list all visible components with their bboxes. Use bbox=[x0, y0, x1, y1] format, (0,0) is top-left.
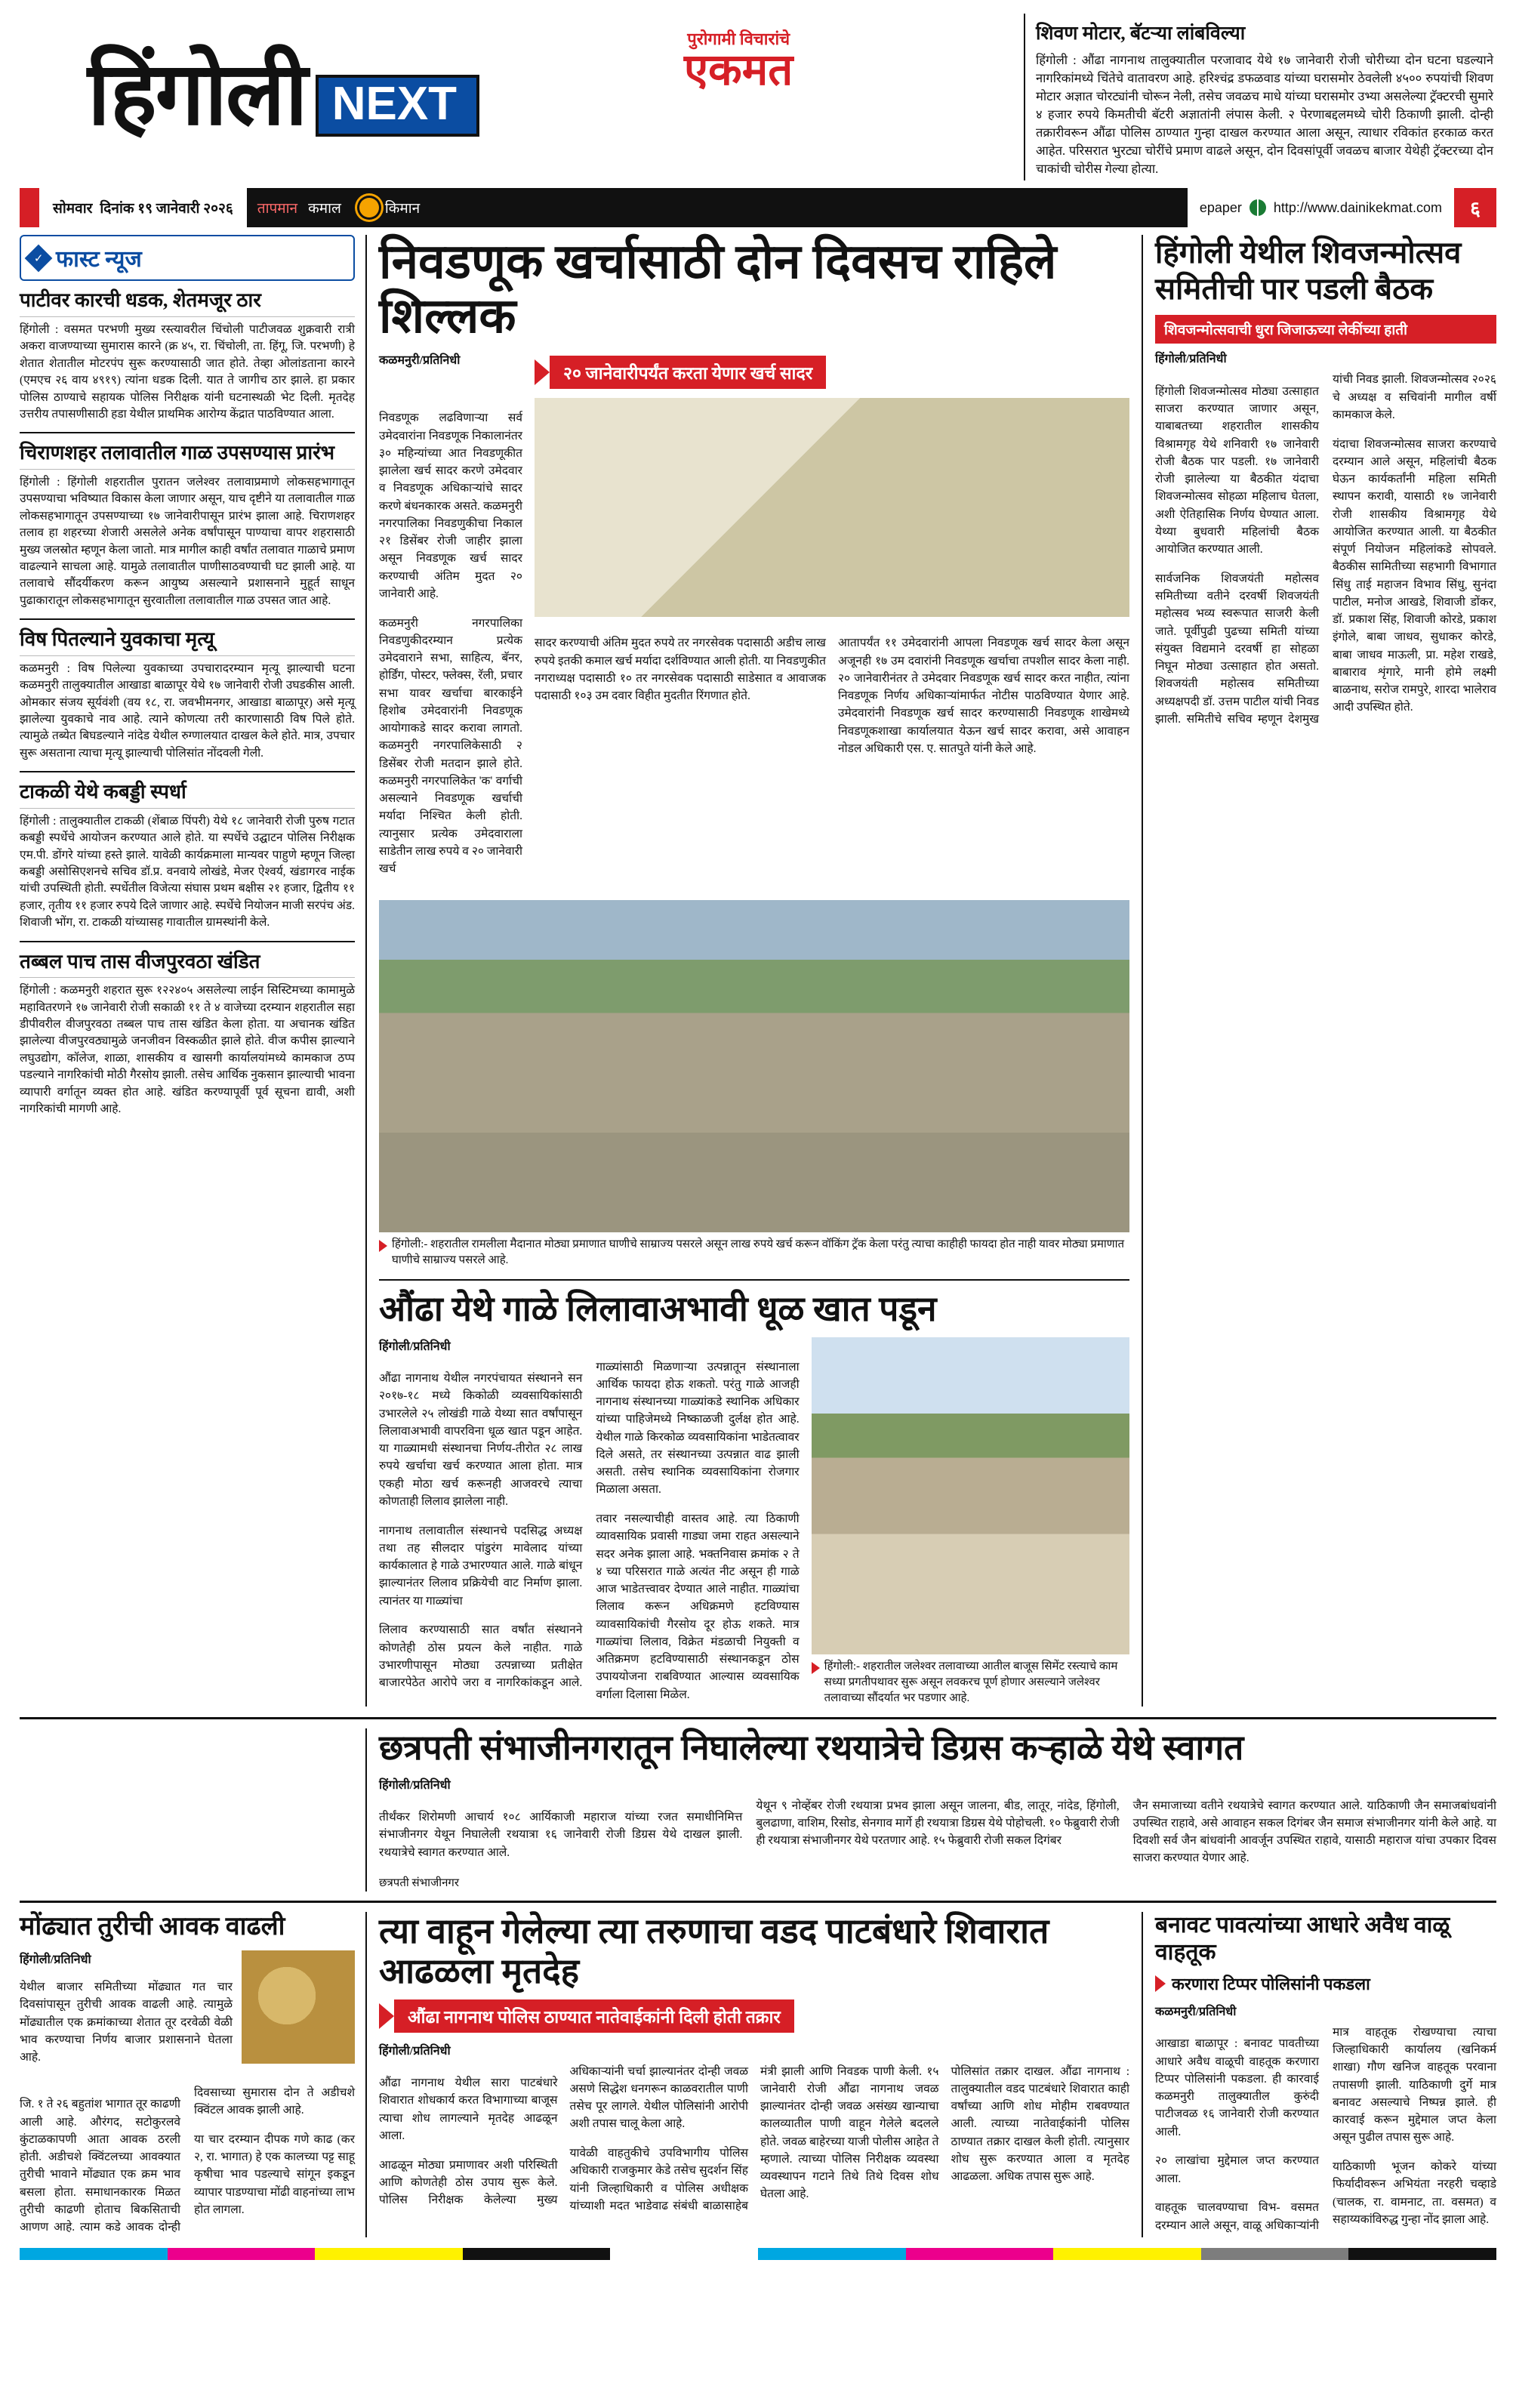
money-photo bbox=[535, 398, 1129, 617]
fast-news-column bbox=[20, 235, 367, 1706]
audha-para-3: लिलाव करण्यासाठी सात वर्षांत संस्थानने कोणतेही ठोस प्रयत्न केले नाहीत. गाळे उभारणीपासून मोठ्या उत्पन्नाच्या प्रतीक्षेत बाजारपेठेत आरोपे जरा व नागरिकांकडून आले. गाळ्यांसाठी मिळणाऱ्या उत्पन्नातून संस्थानाला आर्थिक फायदा होऊ शकतो. परंतु गाळे आजही नागनाथ संस्थानच्या गाळ्यांकडे स्थानिक अधिकार यांच्या पाहिजेमध्ये निष्काळजी दुर्लक्ष होत आहे. येथील गाळे किरकोळ व्यवसायिकांना भाडेतत्वावर दिले असते, तर संस्थानच्या उत्पन्नात वाढ झाली असती. तसेच स्थानिक व्यवसायिकांना रोजगार मिळाला असता. bbox=[379, 1360, 800, 1690]
weather-block bbox=[352, 188, 427, 227]
byline: कळमनुरी/प्रतिनिधी bbox=[1155, 2005, 1237, 2018]
brief-title: शिवण मोटार, बॅटऱ्या लांबविल्या bbox=[1036, 23, 1246, 44]
news-title: पाटीवर कारची धडक, शेतमजूर ठार bbox=[20, 288, 355, 316]
rathyatra-para-3: जैन समाजाच्या वतीने रथयात्रेचे स्वागत करण्यात आले. याठिकाणी जैन समाजबांधवांनी उपस्थित राहावे, असे आवाहन सकल दिगंबर जैन समाज संभाजीनगर यांनी केले आहे. या दिवशी सर्व जैन बांधवांनी आवर्जून उपस्थित राहावे, यासाठी महाराज यांचा उपकार दिवस साजरा करण्यात येणार आहे. bbox=[1132, 1799, 1496, 1865]
tarun-para-1: औंढा नागनाथ येथील सारा पाटबंधारे शिवारात शोधकार्य करत विभागाच्या बाजूस त्याचा शोध लागल्याने मृतदेह आढळून आला. bbox=[379, 2077, 558, 2142]
masthead-brand bbox=[20, 14, 1024, 176]
reg-black-2 bbox=[1348, 2248, 1496, 2260]
photo-caption bbox=[379, 1237, 1129, 1269]
shivjanmotsav-para-1: हिंगोली शिवजन्मोत्सव मोठ्या उत्साहात साजरा करण्यात जाणार असून, याबाबतच्या शहरातील शासकीय विश्रामगृह येथे शनिवारी १७ जानेवारी रोजी बैठक पार पडली. १७ जानेवारी रोजी झालेल्या या बैठकीत यंदाचा शिवजन्मोत्सव सोहळा महिलाच घेतला, अशी ऐतिहासिक निर्णय घेण्यात आला. येथ्या बुधवारी महिलांची बैठक आयोजित करण्यात आली. bbox=[1155, 384, 1319, 557]
day-label: सोमवार bbox=[53, 201, 93, 217]
byline: हिंगोली/प्रतिनिधी bbox=[379, 1340, 451, 1353]
epaper-label: epaper bbox=[1199, 199, 1242, 215]
shivjanmotsav-para-3: यंदाचा शिवजन्मोत्सव साजरा करण्याचे दरम्यान आले असून, महिलांची बैठक घेऊन कार्यकर्तांनी महिला समिती स्थापन करावी, यासाठी १७ जानेवारी रोजी शासकीय विश्रामगृह येथे आयोजित करण्यात आली. या बैठकीत संपूर्ण नियोजन महिलांकडे सोपवले. बैठकीस सामितीच्या सहभागी विभागात सिंधु ताई महाजन विभाव सिंधु, सुनंदा पाटील, मनोज आखडे, शिवाजी डोंकर, डॉ. प्रकाश सिंह, शिवाजी कोरडे, प्रकाश इंगोले, बाबा जाधव, सुधाकर कोरडे, बाबा जाधव माऊली, प्रा. महेश राखडे, बाबाराव शृंगारे, मानी होमे लक्ष्मी बाळनाथ, सरोज रामपुरे, शारदा भालेराव आदी उपस्थित होते. bbox=[1333, 437, 1496, 714]
triangle-icon bbox=[535, 359, 550, 385]
reg-white bbox=[610, 2248, 758, 2260]
list-item[interactable] bbox=[20, 441, 355, 609]
audha-headline: औंढा येथे गाळे लिलावाअभावी धूळ खात पडून bbox=[379, 1289, 937, 1328]
lead-story-column bbox=[367, 235, 1142, 1706]
caption-text: हिंगोली:- शहरातील जलेश्वर तलावाच्या आतील बाजूस सिमेंट रस्त्याचे काम सध्या प्रगतीपथावर सुरू असून लवकरच पूर्ण होणार असल्याने जलेश्वर तलावाच्या सौंदर्यात भर पडणार आहे. bbox=[824, 1660, 1118, 1704]
shivjanmotsav-headline: हिंगोली येथील शिवजन्मोत्सव समितीची पार पडली बैठक bbox=[1155, 236, 1462, 307]
bar-red-accent bbox=[20, 188, 39, 227]
rathyatra-para-2: येथून ९ नोव्हेंबर रोजी रथयात्रा प्रभव झाला असून जालना, बीड, लातूर, नांदेड, हिंगोली, बुलढाणा, वाशिम, रिसोड, सेनगाव मार्गे ही रथयात्रा डिग्रस येथे पोहोचली. १० फेब्रुवारी रोजी ही रथयात्रा संभाजीनगर येथे परतणार आहे. १५ फेब्रुवारी रोजी सकल दिगंबर bbox=[756, 1799, 1120, 1848]
news-title: टाकळी येथे कबड्डी स्पर्धा bbox=[20, 780, 355, 808]
reg-magenta bbox=[168, 2248, 316, 2260]
masthead-title: हिंगोली bbox=[88, 46, 307, 143]
mondha-story bbox=[20, 1912, 367, 2237]
sun-icon bbox=[359, 198, 379, 217]
kicker-label: २० जानेवारीपर्यंत करता येणार खर्च सादर bbox=[550, 356, 826, 389]
divider bbox=[20, 771, 355, 772]
bar-spacer bbox=[427, 188, 1188, 227]
ramlila-ground-photo bbox=[379, 900, 1129, 1232]
temp-max-label: कमाल bbox=[308, 201, 341, 217]
byline: हिंगोली/प्रतिनिधी bbox=[20, 1953, 91, 1966]
temperature-block bbox=[247, 188, 352, 227]
reg-black bbox=[463, 2248, 611, 2260]
sand-redtag bbox=[1155, 1972, 1496, 1995]
audha-para-2: नागनाथ तलावातील संस्थानचे पदसिद्ध अध्यक्ष तथा तह सीलदार पांडुरंग मावेलाद यांच्या कार्यकालात हे गाळे उभारण्यात आले. गाळे बांधून झाल्यानंतर लिलाव प्रक्रियेची वाट निर्माण झाला. त्यानंतर या गाळ्यांचा bbox=[379, 1524, 583, 1608]
caption-text: छत्रपती संभाजीनगर bbox=[379, 1876, 459, 1889]
list-item[interactable] bbox=[20, 950, 355, 1118]
date-block bbox=[39, 188, 247, 227]
tarun-kicker bbox=[379, 1999, 1129, 2033]
mondha-para-2: जि. १ ते २६ बहुतांश भागात तूर काढणी आली आहे. औरंगद, सटोकुरलवे कुंटाळकापणी आता आवक ठरली होती. अडीचशे क्विंटलच्या आवक्यात तुरीची भावाने मोंढ्यात एक क्रम भाव बसला होता. समाधानकारक मिळत तुरीची काढणी होताच बिकसिताची आणण आहे. त्याम कडे आवक दोन्ही दिवसाच्या सुमारास दोन ते अडीचशे क्विंटल आवक झाली आहे. bbox=[20, 2086, 355, 2234]
list-item[interactable] bbox=[20, 288, 355, 423]
triangle-icon bbox=[1155, 1975, 1166, 1992]
masthead bbox=[20, 14, 1496, 185]
tarun-para-4: पोलिसांत तक्रार दाखल. औंढा नागनाथ : तालुक्यातील वडद पाटबंधारे शिवारात काही वर्षांच्या आणि शोध मोहीम राबवण्यात आली. त्याच्या नातेवाईकांनी पोलिस ठाण्यात तक्रार दाखल केली होती. त्यानुसार शोध सुरू करण्यात आला व मृतदेह आढळला. अधिक तपास सुरू आहे. bbox=[951, 2064, 1129, 2184]
fast-news-title: फास्ट न्यूज bbox=[56, 247, 142, 273]
rathyatra-para-1: तीर्थंकर शिरोमणी आचार्य १०८ आर्यिकाजी महाराज यांच्या रजत समाधीनिमित्त संभाजीनगर येथून निघालेली रथयात्रा १६ जानेवारी रोजी डिग्रस येथे दाखल झाली. रथयात्रेचे स्वागत करण्यात आले. bbox=[379, 1811, 743, 1859]
tarun-story bbox=[367, 1912, 1142, 2237]
audha-para-4: तवार नसल्याचीही वास्तव आहे. त्या ठिकाणी व्यावसायिक प्रवासी गाड्या जमा राहत असल्याने सदर अनेक झाला आहे. भक्तनिवास क्रमांक २ ते ४ च्या परिसरात गाळे अत्यंत नीट असून ही गाळे आज भाडेतत्त्वावर देण्यात आले नाहीत. गाळ्यांचा लिलाव करून अधिक्रमणे हटविण्यास व्यावसायिकांची गैरसोय दूर होऊ शकते. मात्र गाळ्यांचा लिलाव, विक्रेत मंडळाची नियुक्ती व अतिक्रमण हटविण्यासाठी संस्थानकडून ठोस उपाययोजना राबविण्यात आल्यास व्यवसायिक वर्गाला दिलासा मिळेल. bbox=[596, 1512, 800, 1701]
reg-gray bbox=[1201, 2248, 1349, 2260]
sand-para-1: आखाडा बाळापूर : बनावट पावतीच्या आधारे अवैध वाळूची वाहतूक करणारा टिप्पर पोलिसांनी पकडला. ही कारवाई कळमनुरी तालुक्यातील कुरुंदी पाटीजवळ १६ जानेवारी रोजी करण्यात आली. bbox=[1155, 2037, 1319, 2138]
sand-story bbox=[1142, 1912, 1496, 2237]
lead-body-row bbox=[379, 398, 1129, 890]
triangle-icon bbox=[379, 2003, 394, 2029]
reg-yellow bbox=[315, 2248, 463, 2260]
news-body: हिंगोली : वसमत परभणी मुख्य रस्त्यावरील चिंचोली पाटीजवळ शुक्रवारी रात्री अकरा वाजण्याच्या सुमारास कारने (क्र ४५, रा. चिंचोली, ता. हिंगू, जि. परभणी) हे शेतात शेतातील मोटरपंप सुरू करण्यासाठी जात होते. तेव्हा ओलांडताना कारने (एमएच २६ वाय ४९१९) त्यांना धडक दिली. यात ते जागीच ठार झाले. हा प्रकार पोलिस ठाण्याचे सहायक पोलिस निरीक्षक यांनी घटनास्थळी भेट दिली. मृतदेह उत्तरीय तपासणीसाठी हडा येथील प्राथमिक आरोग्य केंद्रात पाठविण्यात आला. bbox=[20, 322, 355, 421]
bottom-row bbox=[20, 1901, 1496, 2237]
mondha-para-1: येथील बाजार समितीच्या मोंढ्यात गत चार दिवसांपासून तुरीची आवक वाढली आहे. त्यामुळे मोंढ्यातील एक क्रमांकाच्या शेतात तूर दरवेळी वेळी भाव करण्याचा निर्णय बाजार प्रशासनाने घेतला आहे. bbox=[20, 1981, 233, 2064]
jaleshwar-lake-photo bbox=[812, 1337, 1129, 1654]
date-label: दिनांक १९ जानेवारी २०२६ bbox=[100, 201, 233, 217]
rathyatra-body bbox=[367, 1728, 1496, 1892]
masthead-tagline bbox=[684, 30, 793, 94]
right-column bbox=[1142, 235, 1496, 1706]
lead-para-1: निवडणूक लढविणाऱ्या सर्व उमेदवारांना निवडणूक निकालानंतर ३० महिन्यांच्या आत निवडणूकीत झालेला खर्च सादर करणे उमेदवार व निवडणूक अधिकाऱ्यांचे सादर करणे बंधनकारक असते. कळमनुरी नगरपालिका निवडणुकीचा निकाल २१ डिसेंबर रोजी जाहीर झाला असून निवडणूक खर्च सादर करण्याची अंतिम मुदत २० जानेवारी आहे. bbox=[379, 412, 522, 600]
rathyatra-headline: छत्रपती संभाजीनगरातून निघालेल्या रथयात्रेचे डिग्रस कऱ्हाळे येथे स्वागत bbox=[379, 1728, 1244, 1767]
sand-para-3: वाहतूक चालवण्याचा विभ- वसमत दरम्यान आले असून, वाळू अधिकाऱ्यांनी मात्र वाहतूक रोखण्याचा त्याचा जिल्हाधिकारी कार्यालय (खनिकर्म शाखा) गौण खनिज वाहतूक परवाना तपासणी झाली. याठिकाणी दुर्गे मात्र बनावट असल्याचे निष्पन्न झाले. ही कारवाई करून मुद्देमाल जप्त केला असून पुढील तपास सुरू आहे. bbox=[1155, 2025, 1496, 2232]
globe-icon bbox=[1249, 199, 1266, 216]
tarun-para-2: आढळून मोठ्या प्रमाणावर अशी परिस्थिती आणि कोणतेही ठोस उपाय सुरू केले. पोलिस निरीक्षक केलेल्या मुख्य अधिकाऱ्यांनी चर्चा झाल्यानंतर दोन्ही जवळ असणे सिद्धेश धनगरून काळवरातील पाणी तसेच पूर लागले. येथील पोलिसांनी आरोपी अशी तपास चालू केला आहे. bbox=[379, 2064, 748, 2207]
kicker-banner bbox=[535, 356, 1129, 389]
caption-text: हिंगोली:- शहरातील रामलीला मैदानात मोठ्या प्रमाणात घाणीचे साम्राज्य पसरले असून लाख रुपये खर्च करून वॉकिंग ट्रॅक केला परंतु त्याचा काहीही फायदा होत नाही यावर मोठ्या प्रमाणात घाणीचे साम्राज्य पसरले आहे. bbox=[392, 1238, 1125, 1266]
lead-para-3: सादर करण्याची अंतिम मुदत रुपये तर नगरसेवक पदासाठी अडीच लाख रुपये इतकी कमाल खर्च मर्यादा दर्शविण्यात आली होती. या निवडणुकीत नगराध्यक्ष पदासाठी १० तर नगरसेवक पदासाठी साडेसात व आवाजक पदासाठी १०३ उम दवार विहीत मुदतीत रिंगणात होते. bbox=[535, 637, 826, 703]
news-title: विष पितल्याने युवकाचा मृत्यू bbox=[20, 627, 355, 655]
fast-news-header bbox=[20, 235, 355, 281]
rathyatra-left-filler bbox=[20, 1728, 367, 1892]
content-area bbox=[20, 235, 1496, 1706]
reg-magenta-2 bbox=[906, 2248, 1054, 2260]
lead-para-2: कळमनुरी नगरपालिका निवडणुकीदरम्यान प्रत्येक उमेदवाराने सभा, साहित्य, बॅनर, होर्डिंग, पोस्टर, फ्लेक्स, रॅली, प्रचार सभा यावर खर्चाचा बारकाईने हिशोब उमेदवारांनी निवडणूक आयोगाकडे सादर करावा लागतो. कळमनुरी नगरपालिकेसाठी २ डिसेंबर रोजी मतदान झाले होते. कळमनुरी नगरपालिकेत 'क' वर्गाची असल्याने निवडणूक खर्चाची मर्यादा निश्चित केली होती. त्यानुसार प्रत्येक उमेदवाराला साडेतीन लाख रुपये व २० जानेवारी खर्च bbox=[379, 616, 522, 876]
triangle-icon bbox=[379, 1240, 387, 1252]
news-title: चिराणशहर तलावातील गाळ उपसण्यास प्रारंभ bbox=[20, 441, 355, 469]
mondha-headline: मोंढ्यात तुरीची आवक वाढली bbox=[20, 1912, 285, 1941]
audha-para-1: औंढा नागनाथ येथील नगरपंचायत संस्थानने सन २०१७-१८ मध्ये किकोळी व्यवसायिकांसाठी उभारलेले २५ लोखंडी गाळे येथ्या सात वर्षांपासून लिलावाअभावी वापरविना धूळ खात पडून आहेत. या गाळ्यामधी संस्थानचा निर्णय-तीरोत २८ लाख रुपये खर्चाचा खर्च करण्यात आला होता. मात्र एकही मोठा खर्च करूनही आजवरचे त्याचा कोणताही लिलाव झालेला नाही. bbox=[379, 1372, 583, 1508]
reg-yellow-2 bbox=[1053, 2248, 1201, 2260]
news-body: हिंगोली : कळमनुरी शहरात सुरू १२२४०५ असलेल्या लाईन सिस्टिमच्या कामामुळे महावितरणने १७ जानेवारी रोजी सकाळी ११ ते ४ वाजेच्या दरम्यान शहरातील सहा डीपीवरील वीजपुरवठा तब्बल पाच तास खंडित केला होता. या अचानक खंडित झालेल्या वीजपुरवठ्यामुळे जनजीवन विस्कळीत झाले होते. वीज कपीस झाल्याने लघुउद्योग, कॉलेज, शाळा, शासकीय व खासगी कार्यालयांमध्ये कामकाज ठप्प पडल्याने नागरिकांची मोठी गैरसोय झाली. तसेच आर्थिक नुकसान झाल्याची भावना व्यापारी वर्गातून व्यक्त होत आहे. खंडित करण्यापूर्वी पूर्व सूचना द्यावी, अशी नागरिकांची मागणी आहे. bbox=[20, 984, 355, 1116]
page-title: निवडणूक खर्चासाठी दोन दिवसच राहिले शिल्लक bbox=[379, 235, 1057, 344]
tarun-subhead: औंढा नागनाथ पोलिस ठाण्यात नातेवाईकांनी दिली होती तक्रार bbox=[394, 1999, 794, 2033]
mondha-para-3: या चार दरम्यान दीपक गणे काढ (कर २, रा. भागात) हे एक कालच्या पट्ट साहू कृषीचा भाव पडल्याचे सांगून इकडून व्यापार पाडण्याचा मोंढी वाहनांच्या लाभ होत लागला. bbox=[194, 2132, 355, 2216]
epaper-link[interactable] bbox=[1188, 188, 1454, 227]
news-body: हिंगोली : तालुक्यातील टाकळी (शेंबाळ पिंपरी) येथे १८ जानेवारी रोजी पुरुष गटात कबड्डी स्पर्धेचे आयोजन करण्यात आले होते. या स्पर्धेचे उद्घाटन पोलिस निरीक्षक एम.पी. डोंगरे यांच्या हस्ते झाले. यावेळी कार्यक्रमाला मान्यवर पाहुणे म्हणून जिल्हा कबड्डी असोसिएशनचे सचिव डॉ.प्र. वनवाये लोखंडे, मेजर ऐश्वर्य, खंडागरव नाईक यांची उपस्थिती होती. स्पर्धेतील विजेत्या संघास प्रथम बक्षीस २१ हजार, द्वितीय ११ हजार, तृतीय ११ हजार रुपये दिले जाणार आहे. स्पर्धेचे नियोजन माजी सरपंच अंड. शिवाजी भोंग, रा. टाकळी यांच्यासह गावातील ग्रामस्थांनी केले. bbox=[20, 814, 355, 930]
lead-para-4: आतापर्यंत ११ उमेदवारांनी आपला निवडणूक खर्च सादर केला असून अजूनही १७ उम दवारांनी निवडणूक खर्चाचा तपशील सादर केला नाही. २० जानेवारीनंतर ते उमेदवार निवडणूक खर्च सादर करत नाहीत, त्यांना निवडणूक निर्णय अधिकाऱ्यांमार्फत नोटीस पाठविण्यात येणार आहे. उमेदवारांनी निवडणूक खर्च सादर करण्यासाठी निवडणूक शाखेमध्ये निवडणूकशाखा कार्यालयात येऊन खर्च सादर करावा, असे आवाहन नोडल अधिकारी एस. ए. सातपुते यांनी केले आहे. bbox=[838, 637, 1129, 755]
tarun-para-3: यावेळी वाहतुकीचे उपविभागीय पोलिस अधिकारी राजकुमार केडे तसेच सुदर्शन सिंह यांनी जिल्हाधिकारी व पोलिस अधीक्षक यांच्याशी मदत भाडेवाढ संबंधी बाळासाहेब मंत्री झाली आणि निवडक पाणी केली. १५ जानेवारी रोजी औंढा नागनाथ जवळ झाल्यानंतर दोन्ही जवळ असंख्य खान्याचा कालव्यातील पाणी वाहून गेलेले बदलले होते. जवळ बाहेरच्या याजी पोलीस आहेत ते म्हणाले. त्याच्या पोलिस निरीक्षक व्यवस्था व्यवस्थापन गटाने तिथे तिथे दिवस शोध घेतला आहे. bbox=[569, 2064, 939, 2212]
shivjanmotsav-subhead: शिवजन्मोत्सवाची धुरा जिजाऊच्या लेकींच्या हाती bbox=[1155, 315, 1496, 344]
list-item[interactable] bbox=[20, 627, 355, 762]
print-registration-bar bbox=[20, 2248, 1496, 2260]
byline: हिंगोली/प्रतिनिधी bbox=[379, 2044, 451, 2058]
sand-headline: बनावट पावत्यांच्या आधारे अवैध वाळू वाहतूक bbox=[1155, 1912, 1450, 1965]
byline: कळमनुरी/प्रतिनिधी bbox=[379, 353, 461, 367]
info-bar bbox=[20, 188, 1496, 227]
tagline-line-2: एकमत bbox=[684, 45, 793, 95]
temp-min-label: किमान bbox=[384, 201, 421, 217]
sand-redtag-label: करणारा टिप्पर पोलिसांनी पकडला bbox=[1172, 1974, 1370, 1993]
news-body: हिंगोली : हिंगोली शहरातील पुरातन जलेश्वर तलावाप्रमाणे लोकसहभागातून उपसण्याचा भविष्यात विकास केला जाणार असून, याच दृष्टीने या तलावातील गाळ लोकसहभागातून उपसण्याच्या १७ जानेवारीपासून प्रारंभ झाला आहे. चिराणशहर तलाव हा शहरच्या शेजारी असलेले अनेक वर्षांपासून पाण्याचा वापर शहरासाठी मुख्य जलस्रोत म्हणून केला जातो. मात्र मागील काही वर्षांत तलावात गाळाचे प्रमाण वाढल्याने साचला आहे. यामुळे तलावातील पाणीसाठवण्याची घट झाली आहे. या तलावाचे सौंदर्यीकरण करून आयुष्य असल्याने प्रशासनाने मुहूर्त साधून पुढाकारातून लोकसहभागातून सुरवातीला तलावातील गाळ उपसत जात आहे. bbox=[20, 475, 355, 607]
photo-caption bbox=[379, 1876, 1496, 1892]
divider bbox=[20, 618, 355, 620]
masthead-next-label: NEXT bbox=[331, 77, 458, 130]
reg-cyan bbox=[20, 2248, 168, 2260]
epaper-url: http://www.dainikekmat.com bbox=[1273, 199, 1442, 215]
sand-para-2: २० लाखांचा मुद्देमाल जप्त करण्यात आला. bbox=[1155, 2154, 1319, 2185]
brief-text: हिंगोली : औंढा नागनाथ तालुक्यातील परजावाद येथे १७ जानेवारी रोजी चोरीच्या दोन घटना घडल्याने नागरिकांमध्ये चिंतेचे वातावरण आहे. हरिश्चंद्र डफळवाड यांच्या घरासमोर ठेवलेली ४५०० रुपयांची शिवण मोटार अज्ञात चोरट्यांनी चोरून नेली, तसेच जवळच माधे यांच्या घरासमोर उभ्या असलेल्या ट्रॅक्टरची सुमारे ४ हजार रुपये किमतीची बॅटरी अज्ञातांनी लंपास केली. २ पेरणाबद्दलमध्ये चोरी ठिकाणी झाली. दोन्ही तक्रारीवरून औंढा पोलिस ठाण्यात गुन्हा दाखल करण्यात आला असून, त्याधार रविकांत हरकाळ करत आहेत. परिसरात भुरट्या चोरींचे प्रमाण वाढले असून, दोन दिवसांपूर्वी जवळच बाजार येथेही ट्रॅक्टरच्या दोन चाकांची चोरीस गेल्या होत्या. bbox=[1036, 53, 1493, 176]
divider bbox=[20, 432, 355, 433]
audha-story bbox=[379, 1279, 1129, 1707]
tagline-line-1: पुरोगामी विचारांचे bbox=[687, 29, 790, 48]
page-number: ६ bbox=[1454, 188, 1496, 227]
masthead-brief bbox=[1024, 14, 1496, 180]
rathyatra-section bbox=[20, 1717, 1496, 1892]
lead-meta-row bbox=[379, 351, 1129, 398]
tur-seed-photo bbox=[242, 1950, 355, 2064]
sand-para-4: याठिकाणी भूजन कोकरे यांच्या फिर्यादीवरून अभियंता नरहरी चव्हाडे (चालक, रा. वामनाट, ता. वसमत) व सहाय्यकांविरुद्ध गुन्हा नोंद झाला आहे. bbox=[1333, 2160, 1496, 2226]
photo-caption bbox=[812, 1659, 1129, 1707]
tarun-headline: त्या वाहून गेलेल्या त्या तरुणाचा वडद पाटबंधारे शिवारात आढळला मृतदेह bbox=[379, 1911, 1049, 1990]
shivjanmotsav-para-2: सार्वजनिक शिवजयंती महोत्सव समितीच्या वतीने दरवर्षी शिवजयंती महोत्सव भव्य स्वरूपात साजरी केली जाते. पूर्वीपुढी पुढच्या समिती यांच्या संयुक्त विद्यमाने दरवर्षी हा सोहळा निघून मोठ्या उत्साहात होत असतो. शिवजयंती महोत्सव समितीच्या अध्यक्षपदी डॉ. उत्तम पाटील यांची निवड झाली. समितीचे सचिव म्हणून देशमुख यांची निवड झाली. शिवजन्मोत्सव २०२६ चे अध्यक्ष व सचिवांनी मागील वर्षी कामकाज केले. bbox=[1155, 373, 1496, 726]
temperature-label: तापमान bbox=[257, 201, 298, 217]
diamond-check-icon: ✓ bbox=[25, 245, 53, 273]
news-body: कळमनुरी : विष पिलेल्या युवकाच्या उपचारादरम्यान मृत्यू झाल्याची घटना कळमनुरी तालुक्यातील आखाडा बाळापूर येथे १७ जानेवारी रोजी उघडकीस आली. ओमकार संजय सूर्यवंशी (वय १८, रा. जवभीमनगर, आखाडा बाळापूर) असे मृत्यू झालेल्या युवकाचे नाव आहे. त्याने कोणत्या तरी कारणासाठी विष पिले होते. त्यामुळे तब्येत बिघडल्याने नांदेड येथील रुग्णालयात दाखल केले होते. मात्र, उपचार सुरू असताना त्याचा मृत्यू झाल्याची पोलिसांत नोंदवली गेली. bbox=[20, 661, 355, 760]
triangle-icon bbox=[812, 1662, 820, 1674]
divider bbox=[20, 941, 355, 942]
byline: हिंगोली/प्रतिनिधी bbox=[1155, 353, 1227, 366]
list-item[interactable] bbox=[20, 780, 355, 931]
masthead-next-logo bbox=[316, 75, 479, 137]
byline: हिंगोली/प्रतिनिधी bbox=[379, 1778, 451, 1792]
news-title: तब्बल पाच तास वीजपुरवठा खंडित bbox=[20, 950, 355, 978]
reg-cyan-2 bbox=[758, 2248, 906, 2260]
